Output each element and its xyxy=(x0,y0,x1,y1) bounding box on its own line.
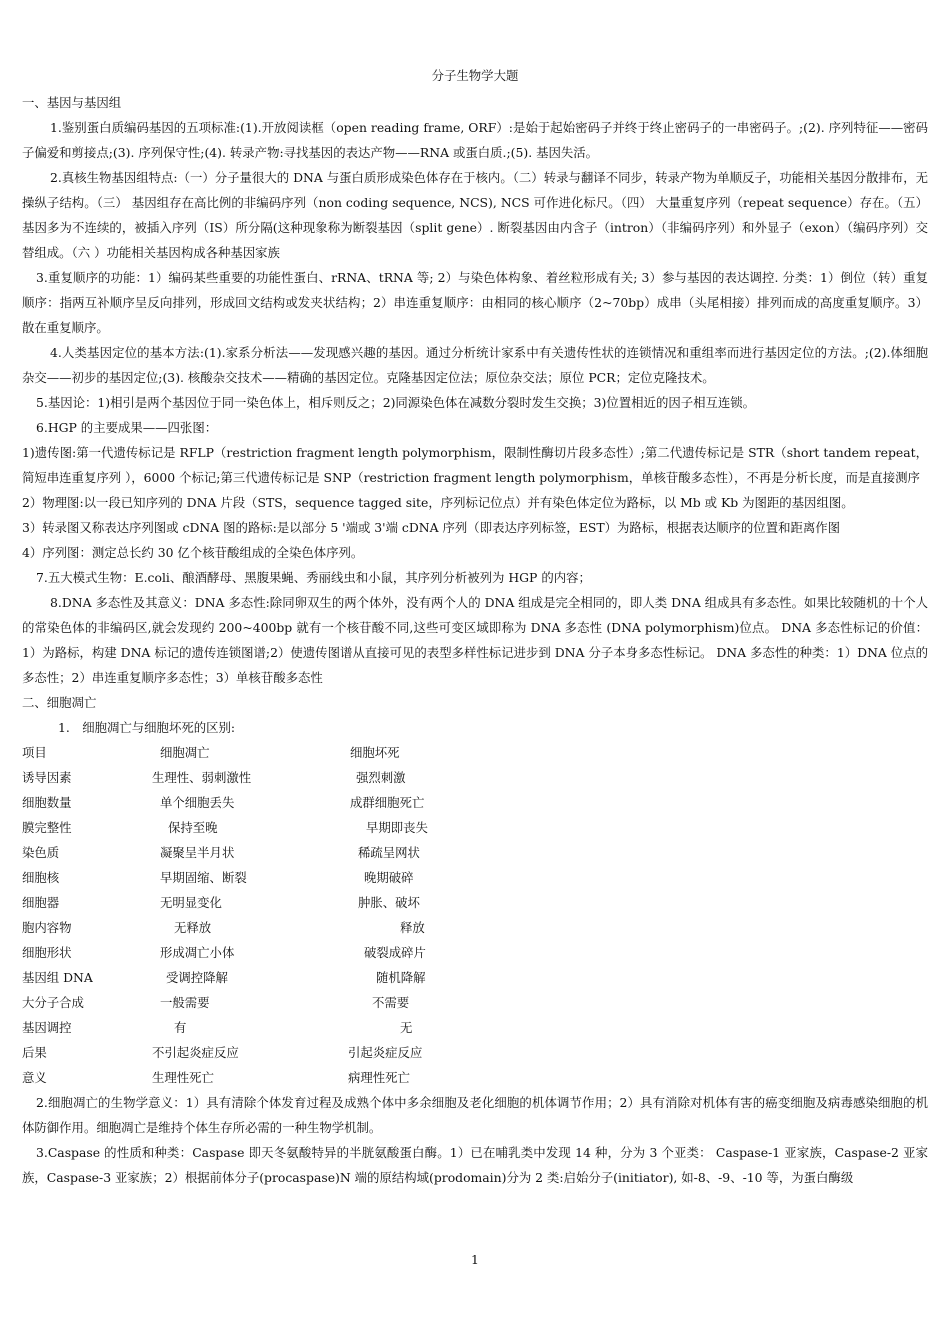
table-cell: 无明显变化 xyxy=(160,895,222,910)
table-cell: 生理性死亡 xyxy=(152,1070,214,1085)
table-cell: 肿胀、破坏 xyxy=(358,895,420,910)
table-cell: 意义 xyxy=(22,1070,47,1085)
paragraph-caspase: 3.Caspase 的性质和种类：Caspase 即天冬氨酸特异的半胱氨酸蛋白酶。1）已在哺乳类中发现 14 种，分为 3 个亚类： Caspase-1 亚家族，Caspase-2 亚家族，Caspase-3 亚家族；2）根据前体分子(procaspase)N 端的原结构域(prodomain)分为 2 类:启始分子(initiator), 如-8、-9、-10 等，为蛋白酶级 xyxy=(22,1145,928,1185)
paragraph-model-organisms: 7.五大模式生物：E.coli、酿酒酵母、黑腹果蝇、秀丽线虫和小鼠，其序列分析被列为 HGP 的内容； xyxy=(36,570,591,585)
table-cell: 诱导因素 xyxy=(22,770,72,785)
table-cell: 有 xyxy=(174,1020,187,1035)
table-row xyxy=(22,965,928,990)
paragraph-eukaryote-genome: 2.真核生物基因组特点:（一）分子量很大的 DNA 与蛋白质形成染色体存在于核内。（二）转录与翻译不同步，转录产物为单顺反子，功能相关基因分散排布，无操纵子结构。（三） 基因组存在高比例的非编码序列（non coding sequence, NCS), NCS 可作进化标尺。（四） 大量重复序列（repeat sequence）存在。（五） 基因多为不连续的，被插入序列（IS）所分隔(这种现象称为断裂基因（split gene）. 断裂基因由内含子（intron）（非编码序列）和外显子（exon）（编码序列）交替组成。（六 ）功能相关基因构成各种基因家族 xyxy=(22,170,928,260)
apoptosis-intro: 1. 细胞凋亡与细胞坏死的区别: xyxy=(58,720,236,735)
table-row xyxy=(22,840,928,865)
table-cell: 染色质 xyxy=(22,845,60,860)
table-cell: 细胞核 xyxy=(22,870,60,885)
paragraph-repeat-function: 3.重复顺序的功能：1）编码某些重要的功能性蛋白、rRNA、tRNA 等; 2）与染色体构象、着丝粒形成有关; 3）参与基因的表达调控. 分类：1）倒位（转）重复顺序：指两互补顺序呈反向排列，形成回文结构或发夹状结构；2）串连重复顺序：由相同的核心顺序（2~70bp）成串（头尾相接）排列而成的高度重复顺序。3）散在重复顺序。 xyxy=(22,270,928,335)
paragraph-dna-polymorphism: 8.DNA 多态性及其意义：DNA 多态性:除同卵双生的两个体外，没有两个人的 DNA 组成是完全相同的，即人类 DNA 组成具有多态性。如果比较随机的十个人的常染色体的非编码区,就会发现约 200~400bp 就有一个核苷酸不同,这些可变区域即称为 DNA 多态性 (DNA polymorphism)位点。 DNA 多态性标记的价值：1）为路标，构建 DNA 标记的遗传连锁图谱;2）使遗传图谱从直接可见的表型多样性标记进步到 DNA 分子本身多态性标记。 DNA 多态性的种类：1）DNA 位点的多态性；2）串连重复顺序多态性；3）单核苷酸多态性 xyxy=(22,595,928,685)
table-cell: 稀疏呈网状 xyxy=(358,845,420,860)
table-row xyxy=(22,815,928,840)
table-cell: 膜完整性 xyxy=(22,820,72,835)
paragraph-gene-criteria: 1.鉴别蛋白质编码基因的五项标准:(1).开放阅读框（open reading frame, ORF）:是始于起始密码子并终于终止密码子的一串密码子。;(2). 序列特征——密码子偏爱和剪接点;(3). 序列保守性;(4). 转录产物:寻找基因的表达产物——RNA 或蛋白质.;(5). 基因失活。 xyxy=(22,120,928,160)
table-cell: 单个细胞丢失 xyxy=(160,795,235,810)
table-row xyxy=(22,1065,928,1090)
table-cell: 成群细胞死亡 xyxy=(350,795,425,810)
table-row xyxy=(22,940,928,965)
table-cell: 后果 xyxy=(22,1045,47,1060)
table-cell: 不需要 xyxy=(372,995,410,1010)
table-cell: 保持至晚 xyxy=(168,820,218,835)
table-row xyxy=(22,790,928,815)
table-cell: 凝聚呈半月状 xyxy=(160,845,235,860)
section-heading-apoptosis: 二、细胞凋亡 xyxy=(22,695,97,710)
table-cell: 生理性、弱刺激性 xyxy=(152,770,252,785)
table-cell: 项目 xyxy=(22,745,47,760)
paragraph-physical-map: 2）物理图:以一段已知序列的 DNA 片段（STS，sequence tagged site，序列标记位点）并有染色体定位为路标，以 Mb 或 Kb 为图距的基因组图。 xyxy=(22,495,854,510)
table-cell: 晚期破碎 xyxy=(364,870,414,885)
table-cell: 胞内容物 xyxy=(22,920,72,935)
table-cell: 受调控降解 xyxy=(166,970,228,985)
table-cell: 无 xyxy=(400,1020,413,1035)
paragraph-genetic-map: 1)遗传图:第一代遗传标记是 RFLP（restriction fragment length polymorphism，限制性酶切片段多态性）;第二代遗传标记是 STR（short tandem repeat，简短串连重复序列 ），6000 个标记;第三代遗传标记是 SNP（restriction fragment length polymorphism，单核苷酸多态性），不再是分析长度，而是直接测序 xyxy=(22,445,928,485)
table-cell: 基因调控 xyxy=(22,1020,72,1035)
paragraph-hgp-results: 6.HGP 的主要成果——四张图： xyxy=(36,420,218,435)
table-row xyxy=(22,890,928,915)
table-cell: 引起炎症反应 xyxy=(348,1045,423,1060)
paragraph-gene-mapping: 4.人类基因定位的基本方法:(1).家系分析法——发现感兴趣的基因。通过分析统计家系中有关遗传性状的连锁情况和重组率而进行基因定位的方法。;(2).体细胞杂交——初步的基因定位;(3). 核酸杂交技术——精确的基因定位。克隆基因定位法；原位杂交法；原位 PCR；定位克隆技术。 xyxy=(22,345,928,385)
table-row xyxy=(22,1040,928,1065)
table-row xyxy=(22,740,928,765)
table-cell: 病理性死亡 xyxy=(348,1070,410,1085)
table-row xyxy=(22,915,928,940)
paragraph-sequence-map: 4）序列图：测定总长约 30 亿个核苷酸组成的全染色体序列。 xyxy=(22,545,364,560)
table-cell: 早期固缩、断裂 xyxy=(160,870,247,885)
table-cell: 无释放 xyxy=(174,920,212,935)
table-cell: 一般需要 xyxy=(160,995,210,1010)
table-cell: 基因组 DNA xyxy=(22,970,93,985)
page-number: 1 xyxy=(471,1252,479,1267)
table-row xyxy=(22,990,928,1015)
table-row xyxy=(22,865,928,890)
table-cell: 细胞形状 xyxy=(22,945,72,960)
paragraph-gene-theory: 5.基因论：1)相引是两个基因位于同一染色体上，相斥则反之；2)同源染色体在减数分裂时发生交换；3)位置相近的因子相互连锁。 xyxy=(36,395,756,410)
table-cell: 细胞坏死 xyxy=(350,745,400,760)
table-row xyxy=(22,1015,928,1040)
document-body xyxy=(22,90,928,1190)
table-cell: 细胞凋亡 xyxy=(160,745,210,760)
table-cell: 强烈刺激 xyxy=(356,770,406,785)
table-cell: 细胞数量 xyxy=(22,795,72,810)
paragraph-transcript-map: 3）转录图又称表达序列图或 cDNA 图的路标:是以部分 5 '端或 3'端 cDNA 序列（即表达序列标签，EST）为路标，根据表达顺序的位置和距离作图 xyxy=(22,520,841,535)
apoptosis-necrosis-table xyxy=(22,740,928,1090)
section-heading-genes: 一、基因与基因组 xyxy=(22,95,122,110)
table-cell: 释放 xyxy=(400,920,425,935)
table-cell: 破裂成碎片 xyxy=(364,945,426,960)
table-cell: 细胞器 xyxy=(22,895,60,910)
table-cell: 早期即丧失 xyxy=(366,820,428,835)
table-cell: 大分子合成 xyxy=(22,995,84,1010)
table-cell: 不引起炎症反应 xyxy=(152,1045,239,1060)
paragraph-apoptosis-significance: 2.细胞凋亡的生物学意义：1）具有清除个体发育过程及成熟个体中多余细胞及老化细胞的机体调节作用；2）具有消除对机体有害的癌变细胞及病毒感染细胞的机体防御作用。细胞凋亡是维持个体生存所必需的一种生物学机制。 xyxy=(22,1095,928,1135)
page-title: 分子生物学大题 xyxy=(431,68,519,83)
table-row xyxy=(22,765,928,790)
table-cell: 形成凋亡小体 xyxy=(160,945,235,960)
table-cell: 随机降解 xyxy=(376,970,426,985)
